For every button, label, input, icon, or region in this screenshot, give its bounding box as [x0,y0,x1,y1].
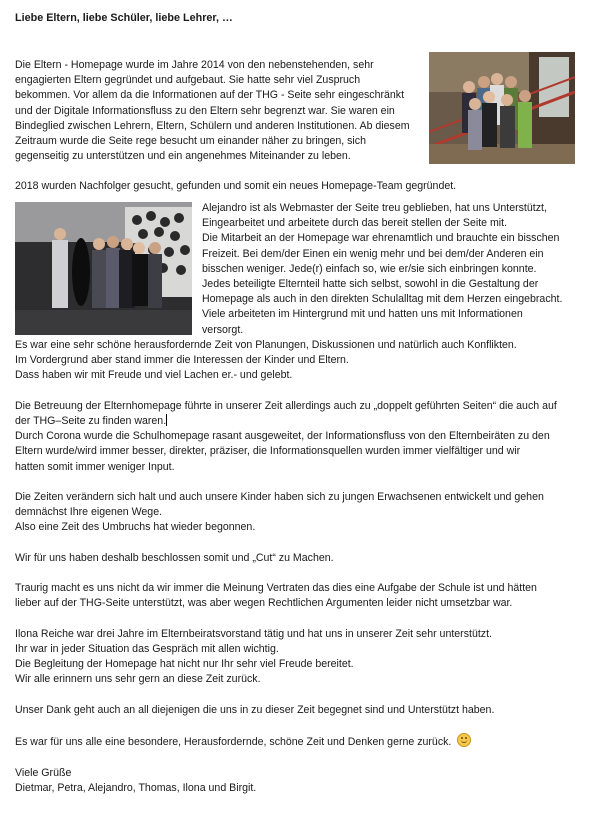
text-line: und der Digitale Informationsfluss zu den Eltern sehr begrenzt war. Sie waren ein [15,104,395,117]
text-line: gegenseitig zu unterstützen und ein angenehmes Miteinander zu leben. [15,150,351,163]
intro-paragraph [15,58,425,164]
text-line: demnächst Ihre eigenen Wege. [15,506,163,519]
text-line: Es war für uns alle eine besondere, Herausfordernde, schöne Zeit und Denken gerne zurück. [15,733,587,750]
letter-greeting: Liebe Eltern, liebe Schüler, liebe Lehrer, … [15,12,233,24]
body-paragraphs [15,338,587,796]
text-line: Freizeit. Bei dem/der Einen ein wenig mehr und bei dem/der Anderen ein [202,247,544,260]
smiling-face-icon [457,733,471,747]
text-line: lieber auf der THG-Seite unterstützt, was aber wegen Rechtlichen Argumenten leider nicht umsetzbar war. [15,597,513,610]
text-line: Die Mitarbeit an der Homepage war ehrenamtlich und brauchte ein bisschen [202,232,560,245]
text-line: Die Begleitung der Homepage hat nicht nur Ihr sehr viel Freude bereitet. [15,658,354,671]
founders-group-photo [429,52,575,164]
text-line: bisschen weniger. Jede(r) einfach so, wie er/sie sich einbringen konnte. [202,262,537,275]
text-line: Bindeglied zwischen Lehrern, Eltern, Schülern und anderen Institutionen. Ab diesem [15,119,410,132]
text-line: Die Betreuung der Elternhomepage führte in unserer Zeit allerdings auch zu „doppelt geführten Seiten“ die auch auf [15,399,557,412]
text-line: Ilona Reiche war drei Jahre im Elternbeiratsvorstand tätig und hat uns in unserer Zeit sehr unterstützt. [15,627,492,640]
text-line: Also eine Zeit des Umbruchs hat wieder begonnen. [15,521,256,534]
new-team-photo [15,202,192,335]
text-line: Dass haben wir mit Freude und viel Lachen er.- und gelebt. [15,369,293,382]
text-line: versorgt. [202,323,244,336]
text-line: Die Eltern - Homepage wurde im Jahre 2014 von den nebenstehenden, sehr [15,59,374,71]
text-line: Unser Dank geht auch an all diejenigen die uns in zu dieser Zeit begegnet sind und Unterstützt haben. [15,703,495,716]
text-cursor [166,414,167,426]
text-line: Traurig macht es uns nicht da wir immer die Meinung Vertraten das dies eine Aufgabe der Schule ist und hätten [15,582,537,595]
text-line: 2018 wurden Nachfolger gesucht, gefunden und somit ein neues Homepage-Team gegründet. [15,180,457,192]
text-line: bekommen. Vor allem da die Informationen auf der THG - Seite sehr eingeschränkt [15,89,405,102]
text-line: Zeitraum wurde die Seite rege besucht um einander näher zu bringen, sich [15,135,366,148]
text-line: Ihr war in jeder Situation das Gespräch mit allen wichtig. [15,642,279,655]
successor-paragraph [15,179,585,194]
text-line: Homepage als auch in den direkten Schulalltag mit dem Herzen eingebracht. [202,293,563,306]
text-line: Alejandro ist als Webmaster der Seite treu geblieben, hat uns Unterstützt, [202,202,547,214]
closing-line: Viele Grüße [15,766,72,779]
signature-line: Dietmar, Petra, Alejandro, Thomas, Ilona und Birgit. [15,781,257,794]
text-line: Es war eine sehr schöne herausfordernde Zeit von Planungen, Diskussionen und natürlich auch Konflikten. [15,339,517,351]
text-line: Wir für uns haben deshalb beschlossen somit und „Cut“ zu Machen. [15,551,334,564]
text-line: Durch Corona wurde die Schulhomepage rasant ausgeweitet, der Informationsfluss von den Elternbeiräten zu den [15,430,550,443]
text-line: Eingearbeitet und arbeitete durch das bereit stellen der Seite mit. [202,217,508,230]
text-line: Im Vordergrund aber stand immer die Interessen der Kinder und Eltern. [15,354,349,367]
text-line: engagierten Eltern gegründet und aufgebaut. Sie hatte sehr viel Zuspruch [15,74,361,87]
text-line: hatten somit immer weniger Input. [15,460,175,473]
team-paragraph [202,201,582,338]
text-line: der THG–Seite zu finden waren. [15,415,167,427]
text-line: Viele arbeiteten im Hintergrund mit und hatten uns mit Informationen [202,308,523,321]
text-line: Jedes beteiligte Elternteil hatte sich selbst, sowohl in die Gestaltung der [202,278,539,291]
text-line: Eltern wurde/wird immer besser, direkter, präziser, die Informationsquellen wurden immer vielfältiger und wir [15,445,521,458]
text-line: Wir alle erinnern uns sehr gern an diese Zeit zurück. [15,673,261,686]
text-line: Die Zeiten verändern sich halt und auch unsere Kinder haben sich zu jungen Erwachsenen entwickelt und gehen [15,491,544,503]
